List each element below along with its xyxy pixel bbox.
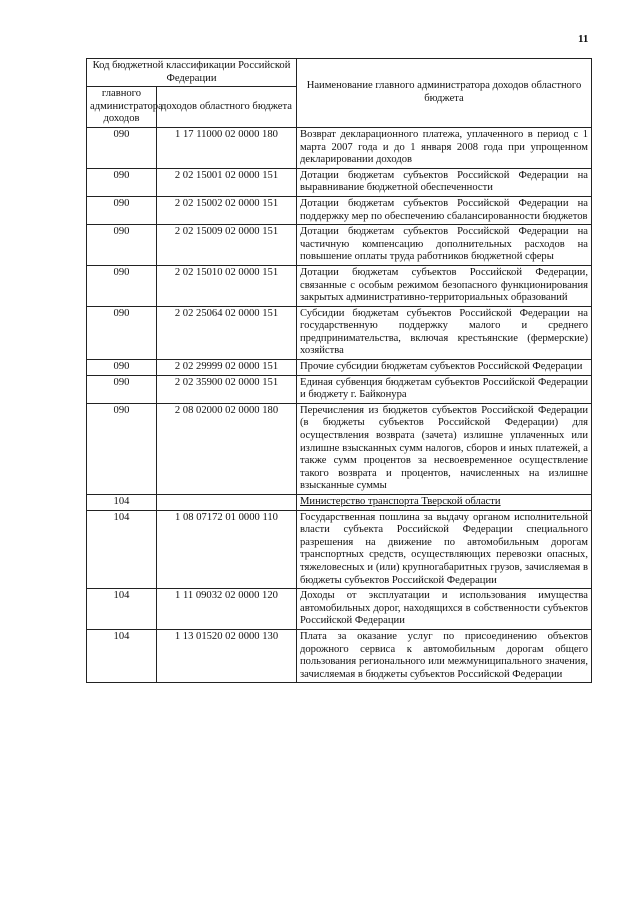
budget-classification-table [86,58,592,683]
income-code-cell: 2 02 15009 02 0000 151 [157,225,297,266]
name-cell: Доходы от эксплуатации и использования имущества автомобильных дорог, находящихся в собственности субъектов Российской Федерации [297,589,592,630]
income-code-cell: 1 17 11000 02 0000 180 [157,127,297,168]
name-cell: Дотации бюджетам субъектов Российской Федерации на выравнивание бюджетной обеспеченности [297,168,592,196]
admin-code-cell: 090 [87,306,157,359]
table-row [87,375,592,403]
table-row [87,629,592,682]
name-cell: Прочие субсидии бюджетам субъектов Российской Федерации [297,360,592,376]
header-row-group [87,59,592,87]
header-admin: главного администратора доходов [87,87,157,128]
table-row [87,360,592,376]
admin-code-cell: 104 [87,589,157,630]
name-cell: Государственная пошлина за выдачу органом исполнительной власти субъекта Российской Федерации специального разрешения на движение по автомобильным дорогам транспортных средств, осуществляющих перевозки опасных, тяжеловесных и (или) крупногабаритных грузов, зачисляемая в бюджеты субъектов Российской Федерации [297,510,592,589]
income-code-cell: 1 13 01520 02 0000 130 [157,629,297,682]
table-row [87,306,592,359]
name-cell: Возврат декларационного платежа, уплаченного в период с 1 марта 2007 года и до 1 января 2008 года при упрощенном декларировании доходов [297,127,592,168]
admin-code-cell: 090 [87,360,157,376]
name-cell: Дотации бюджетам субъектов Российской Федерации на частичную компенсацию дополнительных расходов на повышение оплаты труда работников бюджетной сферы [297,225,592,266]
table-body [87,127,592,682]
header-group-label: Код бюджетной классификации Российской Федерации [87,59,297,87]
table-row [87,225,592,266]
name-cell: Министерство транспорта Тверской области [297,495,592,511]
header-name: Наименование главного администратора доходов областного бюджета [297,59,592,128]
admin-code-cell: 104 [87,495,157,511]
admin-code-cell: 090 [87,168,157,196]
name-cell: Субсидии бюджетам субъектов Российской Федерации на государственную поддержку малого и среднего предпринимательства, включая крестьянские (фермерские) хозяйства [297,306,592,359]
page-number: 11 [578,33,589,45]
income-code-cell [157,495,297,511]
income-code-cell: 2 02 25064 02 0000 151 [157,306,297,359]
income-code-cell: 2 02 29999 02 0000 151 [157,360,297,376]
income-code-cell: 2 02 35900 02 0000 151 [157,375,297,403]
admin-code-cell: 090 [87,403,157,494]
name-cell: Плата за оказание услуг по присоединению объектов дорожного сервиса к автомобильным дорогам общего пользования регионального или межмуниципального значения, зачисляемая в бюджеты субъектов Российской Федерации [297,629,592,682]
table-row [87,265,592,306]
admin-code-cell: 104 [87,629,157,682]
table-row [87,589,592,630]
admin-code-cell: 090 [87,265,157,306]
income-code-cell: 2 08 02000 02 0000 180 [157,403,297,494]
income-code-cell: 1 11 09032 02 0000 120 [157,589,297,630]
name-cell: Дотации бюджетам субъектов Российской Федерации на поддержку мер по обеспечению сбалансированности бюджетов [297,196,592,224]
income-code-cell: 2 02 15010 02 0000 151 [157,265,297,306]
header-income: доходов областного бюджета [157,87,297,128]
table-row [87,495,592,511]
admin-code-cell: 090 [87,196,157,224]
name-cell: Перечисления из бюджетов субъектов Российской Федерации (в бюджеты субъектов Российской Федерации) для осуществления возврата (зачета) излишне уплаченных или излишне взысканных сумм налогов, сборов и иных платежей, а также сумм процентов за несвоевременное осуществление такого возврата и процентов, начисленных на излишне взысканные суммы [297,403,592,494]
admin-code-cell: 090 [87,225,157,266]
admin-code-cell: 090 [87,375,157,403]
income-code-cell: 1 08 07172 01 0000 110 [157,510,297,589]
table-row [87,168,592,196]
income-code-cell: 2 02 15001 02 0000 151 [157,168,297,196]
table-row [87,127,592,168]
income-code-cell: 2 02 15002 02 0000 151 [157,196,297,224]
name-cell: Единая субвенция бюджетам субъектов Российской Федерации и бюджету г. Байконура [297,375,592,403]
table-row [87,510,592,589]
name-cell: Дотации бюджетам субъектов Российской Федерации, связанные с особым режимом безопасного функционирования закрытых административно-территориальных образований [297,265,592,306]
admin-code-cell: 090 [87,127,157,168]
table-row [87,403,592,494]
admin-code-cell: 104 [87,510,157,589]
table-row [87,196,592,224]
